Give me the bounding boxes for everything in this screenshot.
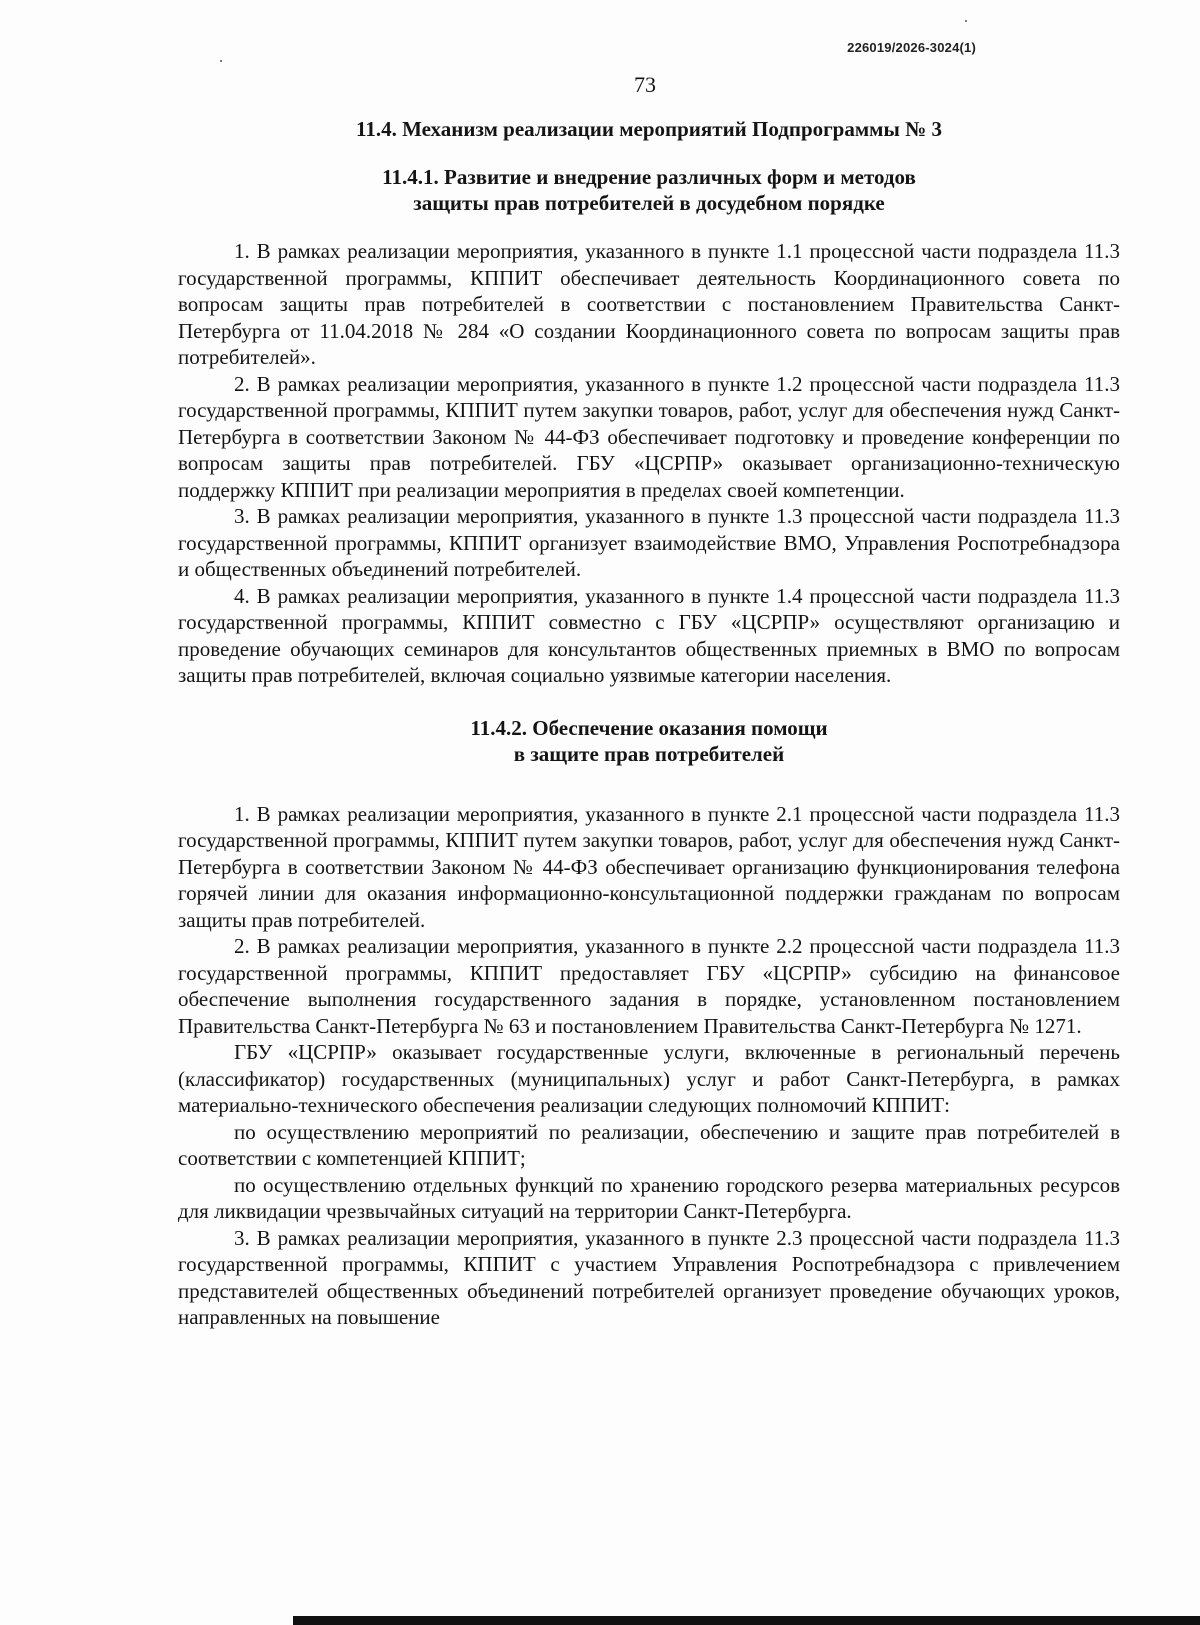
paragraph: 1. В рамках реализации мероприятия, указанного в пункте 2.1 процессной части подраздела 11.3 государственной программы, КППИТ путем закупки товаров, работ, услуг для обеспечения нужд Санкт-Петербурга в соответствии Законом № 44-ФЗ обеспечивает организацию функционирования телефона горячей линии для оказания информационно-консультационной поддержки гражданам по вопросам защиты прав потребителей. — [178, 801, 1120, 932]
paragraph: по осуществлению мероприятий по реализации, обеспечению и защите прав потребителей в соответствии с компетенцией КППИТ; — [178, 1119, 1120, 1170]
paragraph: 2. В рамках реализации мероприятия, указанного в пункте 2.2 процессной части подраздела 11.3 государственной программы, КППИТ предоставляет ГБУ «ЦСРПР» субсидию на финансовое обеспечение выполнения государственного задания в порядке, установленном постановлением Правительства Санкт-Петербурга № 63 и постановлением Правительства Санкт-Петербурга № 1271. — [178, 934, 1120, 1038]
subsection-2-title-line2: в защите прав потребителей — [513, 741, 785, 766]
document-body — [178, 112, 1120, 1331]
subsection-2-title-line1: 11.4.2. Обеспечение оказания помощи — [470, 715, 828, 740]
paragraph: 3. В рамках реализации мероприятия, указанного в пункте 1.3 процессной части подраздела 11.3 государственной программы, КППИТ организует взаимодействие ВМО, Управления Роспотребнадзора и общественных объединений потребителей. — [178, 504, 1120, 581]
document-registration-code: 226019/2026-3024(1) — [847, 40, 976, 55]
paragraph: 1. В рамках реализации мероприятия, указанного в пункте 1.1 процессной части подраздела 11.3 государственной программы, КППИТ обеспечивает деятельность Координационного совета по вопросам защиты прав потребителей в соответствии с постановлением Правительства Санкт-Петербурга от 11.04.2018 № 284 «О создании Координационного совета по вопросам защиты прав потребителей». — [178, 239, 1120, 369]
paragraph: 3. В рамках реализации мероприятия, указанного в пункте 2.3 процессной части подраздела 11.3 государственной программы, КППИТ с участием Управления Роспотребнадзора с привлечением представителей общественных объединений потребителей организует проведение обучающих уроков, направленных на повышение — [178, 1225, 1120, 1329]
scan-speck — [220, 60, 222, 62]
paragraph: 4. В рамках реализации мероприятия, указанного в пункте 1.4 процессной части подраздела 11.3 государственной программы, КППИТ совместно с ГБУ «ЦСРПР» осуществляют организацию и проведение обучающих семинаров для консультантов общественных приемных в ВМО по вопросам защиты прав потребителей, включая социально уязвимые категории населения. — [178, 583, 1120, 687]
subsection-1-title — [178, 164, 1120, 216]
paragraph: 2. В рамках реализации мероприятия, указанного в пункте 1.2 процессной части подраздела 11.3 государственной программы, КППИТ путем закупки товаров, работ, услуг для обеспечения нужд Санкт-Петербурга в соответствии Законом № 44-ФЗ обеспечивает подготовку и проведение конференции по вопросам защиты прав потребителей. ГБУ «ЦСРПР» оказывает организационно-техническую поддержку КППИТ при реализации мероприятия в пределах своей компетенции. — [178, 371, 1120, 502]
subsection-2-title — [178, 715, 1120, 767]
section-title: 11.4. Механизм реализации мероприятий Подпрограммы № 3 — [356, 117, 942, 141]
subsection-1-title-line1: 11.4.1. Развитие и внедрение различных форм и методов — [382, 165, 916, 189]
paragraph: ГБУ «ЦСРПР» оказывает государственные услуги, включенные в региональный перечень (классификатор) государственных (муниципальных) услуг и работ Санкт-Петербурга, в рамках материально-технического обеспечения реализации следующих полномочий КППИТ: — [178, 1040, 1120, 1117]
scan-edge-bar — [293, 1616, 1200, 1625]
paragraph: по осуществлению отдельных функций по хранению городского резерва материальных ресурсов для ликвидации чрезвычайных ситуаций на территории Санкт-Петербурга. — [178, 1172, 1120, 1223]
subsection-1-title-line2: защиты прав потребителей в досудебном порядке — [413, 191, 885, 215]
page-number: 73 — [634, 72, 656, 97]
scan-speck — [965, 20, 967, 22]
